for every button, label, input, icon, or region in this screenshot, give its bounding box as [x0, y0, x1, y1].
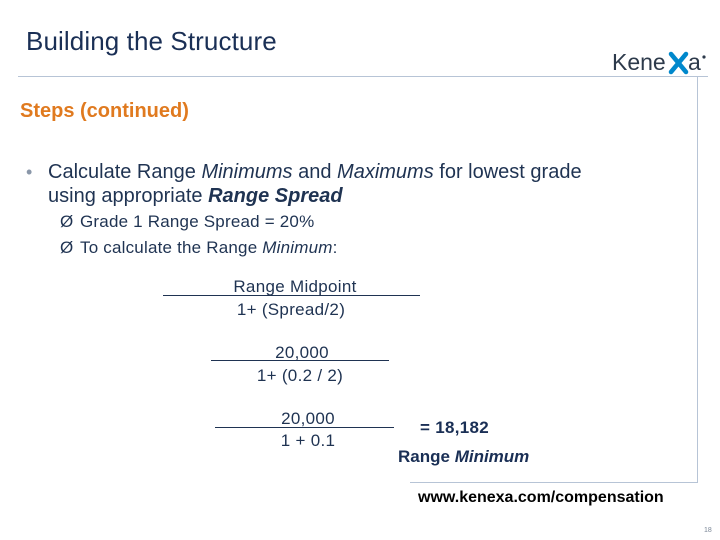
- formula-step2-denominator: 1+ (0.2 / 2): [256, 366, 344, 385]
- right-divider: [697, 76, 698, 482]
- bullet-text-emphasis: Range Spread: [208, 185, 343, 207]
- bullet-text-part: for lowest grade using appropriate: [48, 161, 582, 207]
- footer-divider: [410, 482, 698, 483]
- result-label-emphasis: Minimum: [454, 447, 530, 466]
- formula-step2-numerator: 20,000: [275, 343, 329, 362]
- formula-step3-numerator: 20,000: [281, 409, 335, 428]
- bullet-text: [48, 160, 608, 208]
- formula-step1-numerator: Range Midpoint: [233, 277, 357, 296]
- sub-bullet-text: :: [332, 238, 338, 257]
- sub-bullet: [60, 212, 314, 232]
- result-value: = 18,182: [420, 418, 490, 437]
- page-number: 18: [704, 527, 712, 534]
- arrow-bullet-icon: Ø: [60, 212, 74, 231]
- bullet-marker: •: [26, 162, 33, 182]
- sub-bullet-text: Grade 1 Range Spread = 20%: [80, 212, 315, 231]
- formula-step3-denominator: 1 + 0.1: [280, 431, 336, 450]
- bullet-text-emphasis: Maximums: [337, 161, 434, 183]
- formula-step1-denominator: 1+ (Spread/2): [236, 300, 346, 319]
- section-subtitle: Steps (continued): [20, 100, 189, 122]
- fraction-bar: [215, 427, 394, 428]
- result-label: [398, 447, 529, 467]
- footer-url: www.kenexa.com/compensation: [418, 489, 664, 506]
- fraction-bar: [163, 295, 420, 296]
- kenexa-logo: [612, 48, 708, 76]
- result-label-text: Range: [398, 447, 455, 466]
- bullet-text-part: Calculate Range: [48, 161, 202, 183]
- bullet-text-emphasis: Minimums: [201, 161, 293, 183]
- fraction-bar: [211, 360, 389, 361]
- svg-text:Kene: Kene: [612, 49, 666, 75]
- header-divider: [18, 76, 708, 77]
- arrow-bullet-icon: Ø: [60, 238, 74, 257]
- sub-bullet-text: To calculate the Range: [80, 238, 263, 257]
- svg-text:a: a: [688, 49, 701, 75]
- bullet-text-part: and: [292, 161, 338, 183]
- slide-title: Building the Structure: [26, 26, 277, 56]
- sub-bullet: [60, 238, 338, 258]
- sub-bullet-emphasis: Minimum: [262, 238, 333, 257]
